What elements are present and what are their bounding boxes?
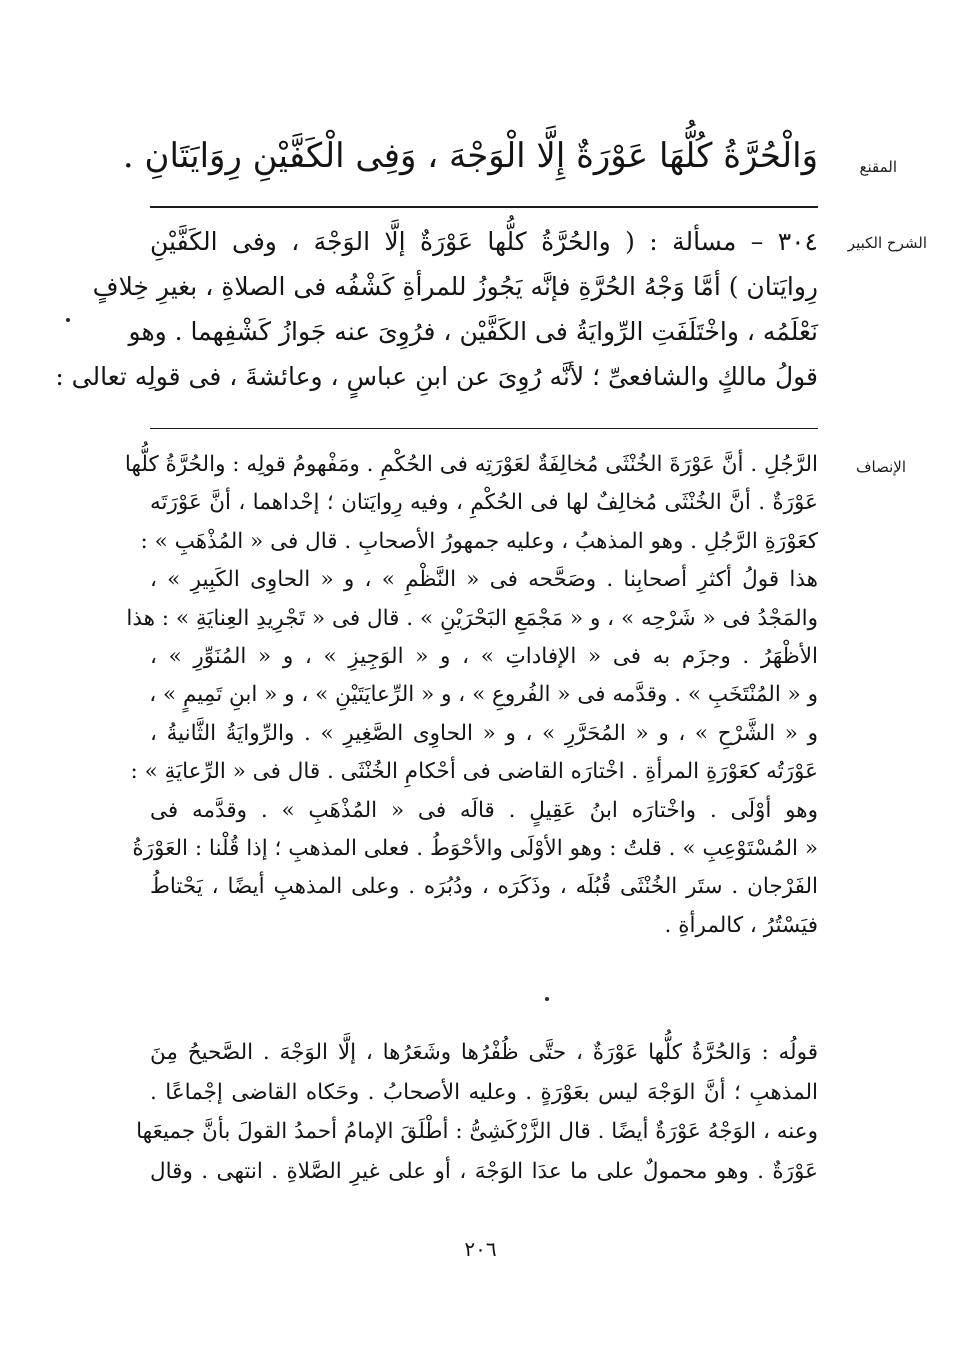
page-number: ٢٠٦ [464,1237,497,1261]
insaf-line: عَوْرَةٌ . أنَّ الخُنْثَى مُخالِفٌ لها فى الحُكْمِ ، وفيه رِوايَتان ؛ إحْداهما ، أنَّ عَوْرَتَه [150,490,818,516]
scan-speck [545,997,549,1001]
rule-middle [150,428,818,429]
qawluh-line: المذهبِ ؛ أنَّ الوَجْهَ ليس بعَوْرَةٍ . وعليه الأصحابُ . وحَكاه القاضى إجْماعًا . [150,1079,818,1105]
insaf-line: وهو أوْلَى . واخْتارَه ابنُ عَقِيلٍ . قالَه فى « المُذْهَبِ » . وقدَّمه فى [150,797,818,823]
insaf-line: « المُسْتَوْعِبِ » . قلتُ : وهو الأوْلَى والأحْوَطُ . فعلى المذهبِ ؛ إذا قُلْنا : العَوْرَةُ [132,835,818,861]
qawluh-line: وعنه ، الوَجْهُ عَوْرَةٌ أيضًا . قال الزَّرْكَشِىُّ : أطْلَقَ الإمامُ أحمدُ القولَ بأنَّ جميعَها [136,1119,818,1144]
insaf-line: الفَرْجان . ستَر الخُنْثَى قُبُلَه ، وذَكَرَه ، ودُبُرَه . وعلى المذهبِ أيضًا ، يَحْتاطُ [150,874,818,900]
label-muqni: المقنع [859,158,897,176]
qawluh-block [136,1033,818,1191]
muqni-text: وَالْحُرَّةُ كُلُّهَا عَوْرَةٌ إِلَّا الْوَجْهَ ، وَفِى الْكَفَّيْنِ رِوَايَتَانِ . [122,136,818,176]
insaf-line: و « المُنْتَخَبِ » . وقدَّمه فى « الفُروعِ » ، و « الرِّعايَتَيْنِ » ، و « ابنِ تَمِيمٍ » ، [149,682,818,708]
sharh-line: ٣٠٤ – مسألة : ( والحُرَّةُ كلُّها عَوْرَةٌ إلَّا الوَجْهَ ، وفى الكَفَّيْنِ [150,227,818,256]
insaf-line: الأظْهَرُ . وجزَم به فى « الإفاداتِ » ، و « الوَجِيزِ » ، و « المُنَوِّرِ » ، [150,643,818,669]
insaf-line: و « الشَّرْحِ » ، و « المُحَرَّرِ » ، و « الحاوِى الصَّغِيرِ » . والرِّوايَةُ الثَّانيةُ ، [150,720,818,746]
sharh-line: رِوايَتان ) أمَّا وَجْهُ الحُرَّةِ فإنَّه يَجُوزُ للمرأةِ كَشْفُه فى الصلاةِ ، بغيرِ خِلافٍ [92,272,818,301]
insaf-line: عَوْرَتُه كعَوْرَةِ المرأةِ . اخْتارَه القاضى فى أحْكامِ الخُنْثَى . قال فى « الرِّعايَةِ » : [130,759,818,785]
insaf-block [124,446,818,945]
sharh-line: قولُ مالكٍ والشافعىِّ ؛ لأنَّه رُوِىَ عن ابنِ عباسٍ ، وعائشةَ ، فى قولِه تعالى : [55,362,818,391]
sharh-line: نَعْلَمُه ، واخْتَلَفَتِ الرِّوايَةُ فى الكَفَّيْن ، فرُوِىَ عنه جَوازُ كَشْفِهما . وهو [128,317,818,346]
sharh-block [55,219,818,399]
insaf-line: فيَسْتُرُ ، كالمرأةِ . [664,912,818,938]
insaf-line: والمَجْدُ فى « شَرْحِه » ، و « مَجْمَعِ البَحْرَيْنِ » . قال فى « تَجْرِيدِ العِنايَةِ » : هذا [126,605,818,631]
label-insaf: الإنصاف [855,458,906,476]
insaf-line: هذا قولُ أكثرِ أصحابِنا . وصَحَّحه فى « النَّظْمِ » ، و « الحاوِى الكَبِيرِ » ، [150,567,818,593]
insaf-line: الرَّجُلِ . أنَّ عَوْرَةَ الخُنْثَى مُخالِفَةٌ لعَوْرَتِه فى الحُكْمِ . ومَفْهومُ قولِه : والحُرَّةُ كلُّها [124,452,818,477]
scan-speck [66,318,70,322]
qawluh-line: عَوْرَةٌ . وهو محمولٌ على ما عدَا الوَجْهَ ، أو على غيرِ الصَّلاةِ . انتهى . وقال [150,1158,818,1184]
label-sharh-kabir: الشرح الكبير [847,234,927,252]
qawluh-line: قولُه : وَالحُرَّةُ كلُّها عَوْرَةٌ ، حتَّى ظُفْرُها وشَعَرُها ، إلَّا الوَجْهَ . الصَّحيحُ مِنَ [150,1040,818,1065]
rule-top [150,206,818,208]
insaf-line: كعَوْرَةِ الرَّجُلِ . وهو المذهبُ ، وعليه جمهورُ الأصحابِ . قال فى « المُذْهَبِ » : [140,528,818,554]
